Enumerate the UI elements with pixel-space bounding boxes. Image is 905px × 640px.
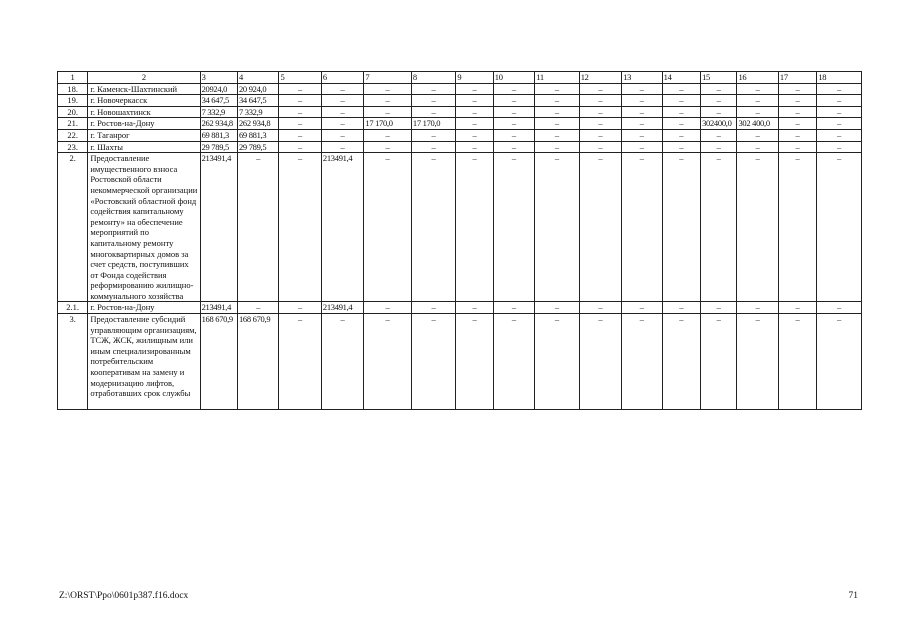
value-cell: – <box>579 302 621 314</box>
value-cell: – <box>622 153 662 302</box>
value-cell: – <box>817 129 862 141</box>
value-cell: – <box>535 83 579 95</box>
table-row <box>58 118 862 130</box>
value-cell: – <box>737 129 778 141</box>
value-cell: – <box>411 129 455 141</box>
table-row <box>58 106 862 118</box>
value-cell: 7 332,9 <box>200 106 237 118</box>
value-cell: – <box>493 118 534 130</box>
value-cell: – <box>662 314 700 410</box>
value-cell: – <box>493 314 534 410</box>
value-cell: – <box>622 141 662 153</box>
value-cell: – <box>622 83 662 95</box>
row-number-cell: 18. <box>58 83 88 95</box>
value-cell: – <box>456 95 493 107</box>
value-cell: 8 <box>411 72 455 84</box>
value-cell: 17 170,0 <box>411 118 455 130</box>
value-cell: – <box>364 314 412 410</box>
value-cell: – <box>456 153 493 302</box>
value-cell: 18 <box>817 72 862 84</box>
value-cell: – <box>622 118 662 130</box>
value-cell: – <box>622 106 662 118</box>
value-cell: – <box>778 302 816 314</box>
value-cell: 6 <box>321 72 363 84</box>
value-cell: – <box>456 106 493 118</box>
value-cell: – <box>321 314 363 410</box>
value-cell: 10 <box>493 72 534 84</box>
value-cell: – <box>493 302 534 314</box>
row-number-cell: 2. <box>58 153 88 302</box>
name-cell: г. Ростов-на-Дону <box>88 118 200 130</box>
row-number-cell: 19. <box>58 95 88 107</box>
value-cell: – <box>778 95 816 107</box>
row-number-cell: 21. <box>58 118 88 130</box>
value-cell: – <box>411 153 455 302</box>
value-cell: – <box>237 302 278 314</box>
value-cell: – <box>579 314 621 410</box>
value-cell: – <box>456 302 493 314</box>
value-cell: 262 934,8 <box>200 118 237 130</box>
value-cell: – <box>279 153 321 302</box>
value-cell: 168 670,9 <box>237 314 278 410</box>
value-cell: – <box>411 95 455 107</box>
value-cell: – <box>817 314 862 410</box>
name-cell: г. Таганрог <box>88 129 200 141</box>
value-cell: – <box>321 95 363 107</box>
value-cell: – <box>662 153 700 302</box>
value-cell: – <box>622 302 662 314</box>
value-cell: – <box>456 141 493 153</box>
value-cell: – <box>279 302 321 314</box>
value-cell: 69 881,3 <box>200 129 237 141</box>
value-cell: – <box>622 129 662 141</box>
value-cell: 16 <box>737 72 778 84</box>
value-cell: – <box>778 129 816 141</box>
value-cell: – <box>817 83 862 95</box>
value-cell: – <box>737 302 778 314</box>
value-cell: 213491,4 <box>321 153 363 302</box>
value-cell: – <box>662 118 700 130</box>
value-cell: 262 934,8 <box>237 118 278 130</box>
value-cell: – <box>817 118 862 130</box>
row-number-cell: 23. <box>58 141 88 153</box>
value-cell: – <box>701 141 737 153</box>
value-cell: – <box>279 129 321 141</box>
table-row <box>58 314 862 410</box>
value-cell: 7 <box>364 72 412 84</box>
value-cell: – <box>364 106 412 118</box>
value-cell: – <box>279 83 321 95</box>
value-cell: – <box>579 129 621 141</box>
value-cell: – <box>579 95 621 107</box>
value-cell: 9 <box>456 72 493 84</box>
value-cell: 4 <box>237 72 278 84</box>
value-cell: – <box>493 83 534 95</box>
table-row <box>58 83 862 95</box>
budget-table <box>57 71 862 410</box>
row-number-cell: 1 <box>58 72 88 84</box>
value-cell: – <box>579 106 621 118</box>
value-cell: 14 <box>662 72 700 84</box>
name-cell: г. Новошахтинск <box>88 106 200 118</box>
value-cell: – <box>535 302 579 314</box>
value-cell: 7 332,9 <box>237 106 278 118</box>
table-row <box>58 302 862 314</box>
value-cell: – <box>701 129 737 141</box>
value-cell: – <box>535 95 579 107</box>
value-cell: – <box>579 118 621 130</box>
value-cell: – <box>364 302 412 314</box>
value-cell: 13 <box>622 72 662 84</box>
value-cell: – <box>456 314 493 410</box>
value-cell: – <box>535 118 579 130</box>
value-cell: – <box>579 141 621 153</box>
value-cell: 69 881,3 <box>237 129 278 141</box>
value-cell: 15 <box>701 72 737 84</box>
value-cell: – <box>321 129 363 141</box>
value-cell: – <box>364 141 412 153</box>
value-cell: 5 <box>279 72 321 84</box>
name-cell: г. Каменск-Шахтинский <box>88 83 200 95</box>
value-cell: – <box>622 95 662 107</box>
value-cell: 34 647,5 <box>200 95 237 107</box>
value-cell: – <box>662 106 700 118</box>
value-cell: – <box>701 95 737 107</box>
value-cell: 168 670,9 <box>200 314 237 410</box>
table-row <box>58 153 862 302</box>
value-cell: 20924,0 <box>200 83 237 95</box>
value-cell: – <box>456 129 493 141</box>
value-cell: – <box>364 153 412 302</box>
value-cell: – <box>737 153 778 302</box>
value-cell: – <box>701 83 737 95</box>
value-cell: 213491,4 <box>200 302 237 314</box>
value-cell: – <box>364 129 412 141</box>
value-cell: – <box>817 95 862 107</box>
name-cell: Предоставление имущественного взноса Ростовской области некоммерческой организации «Ростовский областной фонд содействия капитальному ремонту» на обеспечение мероприятий по капитальному ремонту многоквартирных домов за счет средств, поступивших от Фонда содействия реформированию жилищно-коммунального хозяйства <box>88 153 200 302</box>
table-row <box>58 129 862 141</box>
value-cell: 213491,4 <box>321 302 363 314</box>
value-cell: – <box>456 83 493 95</box>
value-cell: 3 <box>200 72 237 84</box>
value-cell: – <box>701 106 737 118</box>
value-cell: – <box>701 302 737 314</box>
value-cell: – <box>456 118 493 130</box>
value-cell: – <box>279 106 321 118</box>
value-cell: – <box>778 153 816 302</box>
name-cell: Предоставление субсидий управляющим организациям, ТСЖ, ЖСК, жилищным или иным специализированным потребительским кооперативам на замену и модернизацию лифтов, отработавших срок службы <box>88 314 200 410</box>
value-cell: – <box>778 118 816 130</box>
value-cell: – <box>493 129 534 141</box>
value-cell: – <box>535 153 579 302</box>
value-cell: – <box>701 314 737 410</box>
value-cell: – <box>364 83 412 95</box>
value-cell: – <box>321 83 363 95</box>
row-number-cell: 2.1. <box>58 302 88 314</box>
value-cell: – <box>778 314 816 410</box>
value-cell: – <box>493 153 534 302</box>
value-cell: – <box>411 302 455 314</box>
value-cell: – <box>493 106 534 118</box>
value-cell: 213491,4 <box>200 153 237 302</box>
value-cell: 11 <box>535 72 579 84</box>
value-cell: – <box>622 314 662 410</box>
value-cell: – <box>737 314 778 410</box>
value-cell: – <box>411 106 455 118</box>
value-cell: – <box>411 141 455 153</box>
value-cell: – <box>662 302 700 314</box>
value-cell: 12 <box>579 72 621 84</box>
value-cell: – <box>411 83 455 95</box>
value-cell: – <box>662 141 700 153</box>
value-cell: – <box>579 153 621 302</box>
value-cell: – <box>411 314 455 410</box>
value-cell: 34 647,5 <box>237 95 278 107</box>
table-body <box>58 72 862 410</box>
value-cell: – <box>778 141 816 153</box>
value-cell: – <box>737 106 778 118</box>
value-cell: – <box>817 106 862 118</box>
value-cell: 17 170,0 <box>364 118 412 130</box>
value-cell: – <box>321 106 363 118</box>
value-cell: – <box>579 83 621 95</box>
value-cell: – <box>535 314 579 410</box>
value-cell: – <box>279 95 321 107</box>
value-cell: 29 789,5 <box>237 141 278 153</box>
value-cell: – <box>737 141 778 153</box>
header-row <box>58 72 862 84</box>
value-cell: – <box>237 153 278 302</box>
row-number-cell: 22. <box>58 129 88 141</box>
value-cell: – <box>817 141 862 153</box>
value-cell: – <box>493 141 534 153</box>
table-row <box>58 95 862 107</box>
value-cell: – <box>778 83 816 95</box>
value-cell: – <box>535 141 579 153</box>
table-row <box>58 141 862 153</box>
name-cell: 2 <box>88 72 200 84</box>
value-cell: 17 <box>778 72 816 84</box>
value-cell: – <box>817 302 862 314</box>
value-cell: – <box>535 129 579 141</box>
value-cell: – <box>701 153 737 302</box>
document-path: Z:\ORST\Ppo\0601p387.f16.docx <box>59 591 189 601</box>
value-cell: – <box>321 118 363 130</box>
value-cell: – <box>279 141 321 153</box>
value-cell: – <box>737 83 778 95</box>
value-cell: – <box>493 95 534 107</box>
value-cell: – <box>662 129 700 141</box>
value-cell: 20 924,0 <box>237 83 278 95</box>
value-cell: 302 400,0 <box>737 118 778 130</box>
row-number-cell: 3. <box>58 314 88 410</box>
value-cell: 302400,0 <box>701 118 737 130</box>
page-number: 71 <box>848 591 858 601</box>
value-cell: – <box>279 118 321 130</box>
value-cell: – <box>279 314 321 410</box>
value-cell: – <box>737 95 778 107</box>
value-cell: – <box>662 95 700 107</box>
row-number-cell: 20. <box>58 106 88 118</box>
value-cell: – <box>778 106 816 118</box>
name-cell: г. Шахты <box>88 141 200 153</box>
value-cell: – <box>662 83 700 95</box>
name-cell: г. Ростов-на-Дону <box>88 302 200 314</box>
name-cell: г. Новочеркасск <box>88 95 200 107</box>
value-cell: – <box>321 141 363 153</box>
value-cell: – <box>817 153 862 302</box>
value-cell: – <box>364 95 412 107</box>
value-cell: 29 789,5 <box>200 141 237 153</box>
value-cell: – <box>535 106 579 118</box>
